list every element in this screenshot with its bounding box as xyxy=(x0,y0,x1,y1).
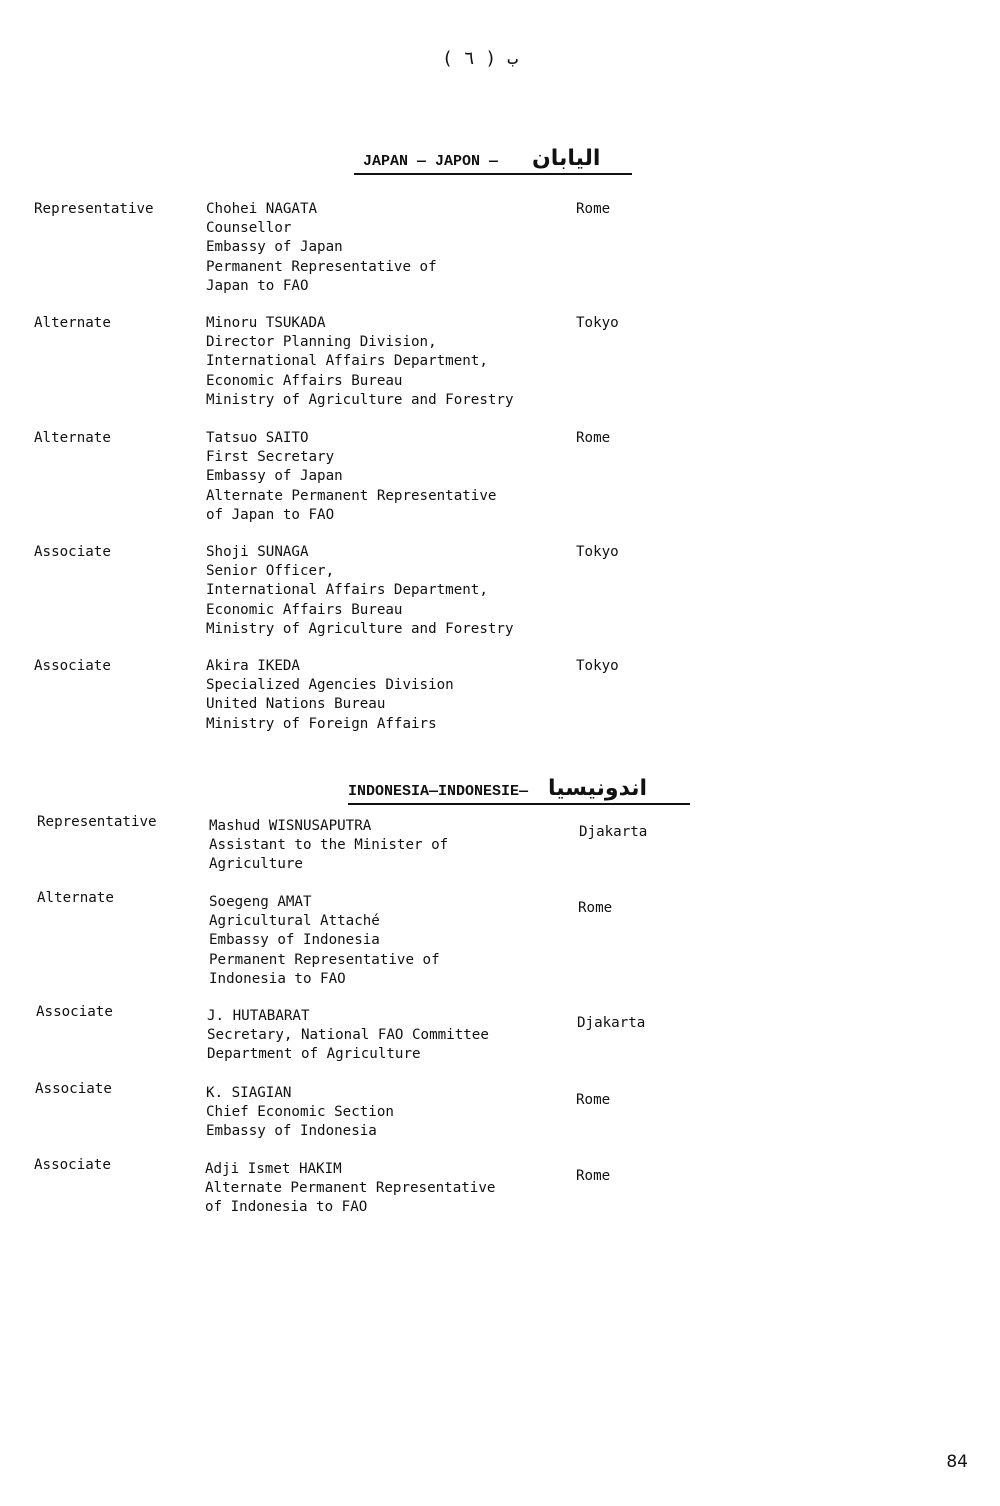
delegate-city: Rome xyxy=(576,430,611,446)
delegate-detail-line: Chief Economic Section xyxy=(206,1104,394,1121)
delegate-detail-line: Embassy of Japan xyxy=(206,239,343,256)
delegate-city: Tokyo xyxy=(576,544,619,560)
indonesia-heading-latin: INDONESIA—INDONESIE— xyxy=(348,783,529,800)
delegate-city: Djakarta xyxy=(579,824,648,840)
indonesia-heading-arabic: اندونيسيا xyxy=(548,776,648,801)
delegate-name: Mashud WISNUSAPUTRA xyxy=(209,818,372,834)
delegate-role: Representative xyxy=(34,201,154,217)
delegate-detail-line: Agriculture xyxy=(209,856,303,873)
delegate-detail-line: Secretary, National FAO Committee xyxy=(207,1027,489,1044)
delegate-role: Alternate xyxy=(37,890,114,906)
delegate-role: Alternate xyxy=(34,430,111,446)
delegate-detail-line: Alternate Permanent Representative xyxy=(206,487,497,504)
delegate-name: Adji Ismet HAKIM xyxy=(205,1161,342,1177)
delegate-detail-line: Economic Affairs Bureau xyxy=(206,372,403,389)
delegate-city: Djakarta xyxy=(577,1015,646,1031)
delegate-detail-line: International Affairs Department, xyxy=(206,582,488,599)
delegate-detail-line: Embassy of Japan xyxy=(206,468,343,485)
delegate-details xyxy=(206,657,454,734)
delegate-name: Chohei NAGATA xyxy=(206,201,318,217)
delegate-detail-line: Japan to FAO xyxy=(206,277,309,294)
delegate-detail-line: Agricultural Attaché xyxy=(209,913,380,930)
delegate-name: Soegeng AMAT xyxy=(209,894,312,910)
delegate-detail-line: International Affairs Department, xyxy=(206,353,488,370)
delegate-name: Shoji SUNAGA xyxy=(206,544,309,560)
delegate-details xyxy=(207,1007,489,1065)
delegate-detail-line: Ministry of Agriculture and Forestry xyxy=(206,620,514,637)
delegate-detail-line: Economic Affairs Bureau xyxy=(206,601,403,618)
delegate-details xyxy=(209,893,440,989)
delegate-detail-line: Permanent Representative of xyxy=(209,951,440,968)
page-number: 84 xyxy=(946,1452,968,1472)
delegate-name: Tatsuo SAITO xyxy=(206,430,309,446)
delegate-detail-line: Ministry of Agriculture and Forestry xyxy=(206,391,514,408)
delegate-detail-line: Senior Officer, xyxy=(206,563,335,580)
japan-heading xyxy=(354,146,632,175)
delegate-role: Associate xyxy=(34,544,111,560)
delegate-details xyxy=(206,429,496,525)
delegate-city: Rome xyxy=(576,1168,611,1184)
delegate-details xyxy=(206,1084,394,1142)
delegate-role: Representative xyxy=(37,814,157,830)
page-marker: ( ٦ ) ب xyxy=(442,48,518,69)
delegate-detail-line: Department of Agriculture xyxy=(207,1046,421,1063)
delegate-detail-line: Embassy of Indonesia xyxy=(206,1123,377,1140)
delegate-detail-line: United Nations Bureau xyxy=(206,696,386,713)
indonesia-heading xyxy=(348,776,690,805)
delegate-detail-line: Director Planning Division, xyxy=(206,334,437,351)
delegate-details xyxy=(209,817,448,875)
delegate-detail-line: First Secretary xyxy=(206,449,335,466)
delegate-role: Associate xyxy=(36,1004,113,1020)
delegate-name: J. HUTABARAT xyxy=(207,1008,310,1024)
delegate-detail-line: Assistant to the Minister of xyxy=(209,837,449,854)
delegate-name: Akira IKEDA xyxy=(206,658,300,674)
delegate-detail-line: Permanent Representative of xyxy=(206,258,437,275)
delegate-details xyxy=(206,314,514,410)
delegate-detail-line: of Japan to FAO xyxy=(206,506,335,523)
delegate-name: Minoru TSUKADA xyxy=(206,315,326,331)
delegate-role: Associate xyxy=(34,1157,111,1173)
delegate-detail-line: Specialized Agencies Division xyxy=(206,677,454,694)
delegate-detail-line: Alternate Permanent Representative xyxy=(205,1180,496,1197)
delegate-city: Rome xyxy=(576,201,611,217)
delegate-role: Associate xyxy=(34,658,111,674)
delegate-detail-line: Ministry of Foreign Affairs xyxy=(206,715,437,732)
delegate-detail-line: of Indonesia to FAO xyxy=(205,1199,368,1216)
delegate-name: K. SIAGIAN xyxy=(206,1085,292,1101)
delegate-details xyxy=(206,543,514,639)
delegate-role: Alternate xyxy=(34,315,111,331)
delegate-city: Rome xyxy=(578,900,613,916)
delegate-detail-line: Counsellor xyxy=(206,220,292,237)
delegate-detail-line: Embassy of Indonesia xyxy=(209,932,380,949)
japan-heading-arabic: اليابان xyxy=(532,146,601,171)
japan-heading-latin: JAPAN — JAPON — xyxy=(363,153,499,170)
delegate-city: Tokyo xyxy=(576,658,619,674)
delegate-city: Tokyo xyxy=(576,315,619,331)
delegate-role: Associate xyxy=(35,1081,112,1097)
delegate-detail-line: Indonesia to FAO xyxy=(209,970,346,987)
delegate-details xyxy=(205,1160,495,1218)
delegate-details xyxy=(206,200,437,296)
delegate-city: Rome xyxy=(576,1092,611,1108)
